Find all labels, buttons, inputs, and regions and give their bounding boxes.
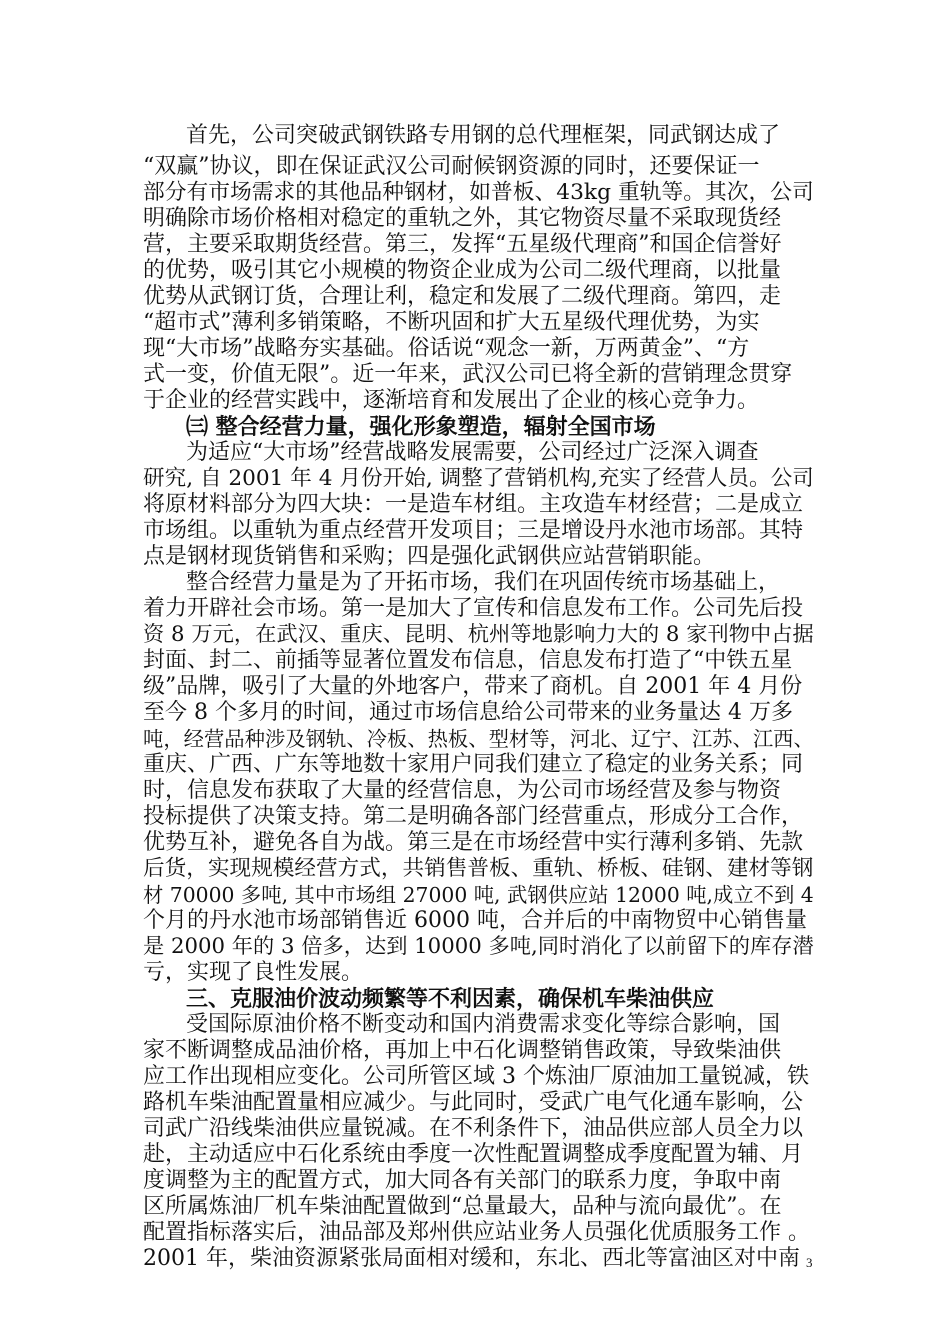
text-line: 受国际原油价格不断变动和国内消费需求变化等综合影响，国 <box>186 1012 781 1037</box>
text-line: 首先，公司突破武钢铁路专用钢的总代理框架，同武钢达成了 <box>186 123 781 148</box>
text-line: 投标提供了决策支持。第二是明确各部门经营重点，形成分工合作， <box>143 804 804 829</box>
text-line: 吨，经营品种涉及钢轨、冷板、热板、型材等，河北、辽宁、江苏、江西、 <box>143 727 814 751</box>
text-line: 部分有市场需求的其他品种钢材，如普板、43kg 重轨等。其次，公司 <box>143 180 814 205</box>
text-line: 司武广沿线柴油供应量锐减。在不利条件下，油品供应部人员全力以 <box>143 1116 804 1141</box>
text-line: 材 70000 多吨, 其中市场组 27000 吨, 武钢供应站 12000 吨,成立不到 4 <box>143 883 814 907</box>
text-line: 应工作出现相应变化。公司所管区域 3 个炼油厂原油加工量锐减，铁 <box>143 1064 809 1089</box>
text-line: “双赢”协议，即在保证武汉公司耐候钢资源的同时，还要保证一 <box>143 154 760 179</box>
text-line: 为适应“大市场”经营战略发展需要，公司经过广泛深入调查 <box>186 440 759 465</box>
section-heading: 三、克服油价波动频繁等不利因素，确保机车柴油供应 <box>186 986 715 1012</box>
text-line: 配置指标落实后，油品部及郑州供应站业务人员强化优质服务工作 。 <box>143 1220 810 1245</box>
text-line: 是 2000 年的 3 倍多，达到 10000 多吨,同时消化了以前留下的库存潜 <box>143 934 814 959</box>
text-line: 式一变，价值无限”。近一年来，武汉公司已将全新的营销理念贯穿 <box>143 362 793 387</box>
text-line: 路机车柴油配置量相应减少。与此同时，受武广电气化通车影响，公 <box>143 1090 804 1115</box>
text-line: 明确除市场价格相对稳定的重轨之外，其它物资尽量不采取现货经 <box>143 206 782 231</box>
text-line: “超市式”薄利多销策略，不断巩固和扩大五星级代理优势，为实 <box>143 310 760 335</box>
text-line: 亏，实现了良性发展。 <box>143 960 364 985</box>
page-number: 3 <box>806 1255 813 1270</box>
text-line: 家不断调整成品油价格，再加上中石化调整销售政策，导致柴油供 <box>143 1038 782 1063</box>
text-line: 封面、封二、前插等显著位置发布信息，信息发布打造了“中铁五星 <box>143 648 793 673</box>
text-line: 后货，实现规模经营方式，共销售普板、重轨、桥板、硅钢、建材等钢 <box>143 856 814 881</box>
text-line: 2001 年，柴油资源紧张局面相对缓和，东北、西北等富油区对中南 <box>143 1246 800 1271</box>
text-line: 优势互补，避免各自为战。第三是在市场经营中实行薄利多销、先款 <box>143 830 804 855</box>
text-line: 资 8 万元，在武汉、重庆、昆明、杭州等地影响力大的 8 家刊物中占据 <box>143 622 814 647</box>
text-line: 级”品牌，吸引了大量的外地客户，带来了商机。自 2001 年 4 月份 <box>143 674 803 699</box>
text-line: 时，信息发布获取了大量的经营信息，为公司市场经营及参与物资 <box>143 778 782 803</box>
text-line: 至今 8 个多月的时间，通过市场信息给公司带来的业务量达 4 万多 <box>143 700 793 725</box>
text-line: 的优势，吸引其它小规模的物资企业成为公司二级代理商，以批量 <box>143 258 782 283</box>
text-line: 于企业的经营实践中，逐渐培育和发展出了企业的核心竞争力。 <box>143 388 760 413</box>
text-line: 重庆、广西、广东等地数十家用户同我们建立了稳定的业务关系；同 <box>143 752 804 777</box>
text-line: 赴，主动适应中石化系统由季度一次性配置调整成季度配置为辅、月 <box>143 1142 804 1167</box>
text-line: 度调整为主的配置方式，加大同各有关部门的联系力度，争取中南 <box>143 1168 782 1193</box>
text-line: 将原材料部分为四大块：一是造车材组。主攻造车材经营；二是成立 <box>143 492 804 517</box>
text-line: 现“大市场”战略夯实基础。俗话说“观念一新，万两黄金”、“方 <box>143 336 750 361</box>
text-line: 优势从武钢订货，合理让利，稳定和发展了二级代理商。第四，走 <box>143 284 782 309</box>
text-line: 整合经营力量是为了开拓市场，我们在巩固传统市场基础上， <box>186 570 781 595</box>
text-line: 着力开辟社会市场。第一是加大了宣传和信息发布工作。公司先后投 <box>143 596 804 621</box>
text-line: 区所属炼油厂机车柴油配置做到“总量最大，品种与流向最优”。在 <box>143 1194 782 1219</box>
text-line: 个月的丹水池市场部销售近 6000 吨，合并后的中南物贸中心销售量 <box>143 908 807 933</box>
text-line: 市场组。以重轨为重点经营开发项目；三是增设丹水池市场部。其特 <box>143 518 804 543</box>
text-line: 研究, 自 2001 年 4 月份开始, 调整了营销机构,充实了经营人员。公司 <box>143 466 814 491</box>
text-line: 营，主要采取期货经营。第三，发挥“五星级代理商”和国企信誉好 <box>143 232 782 257</box>
section-heading: ㈢ 整合经营力量，强化形象塑造，辐射全国市场 <box>186 414 656 440</box>
text-line: 点是钢材现货销售和采购；四是强化武钢供应站营销职能。 <box>143 544 716 569</box>
